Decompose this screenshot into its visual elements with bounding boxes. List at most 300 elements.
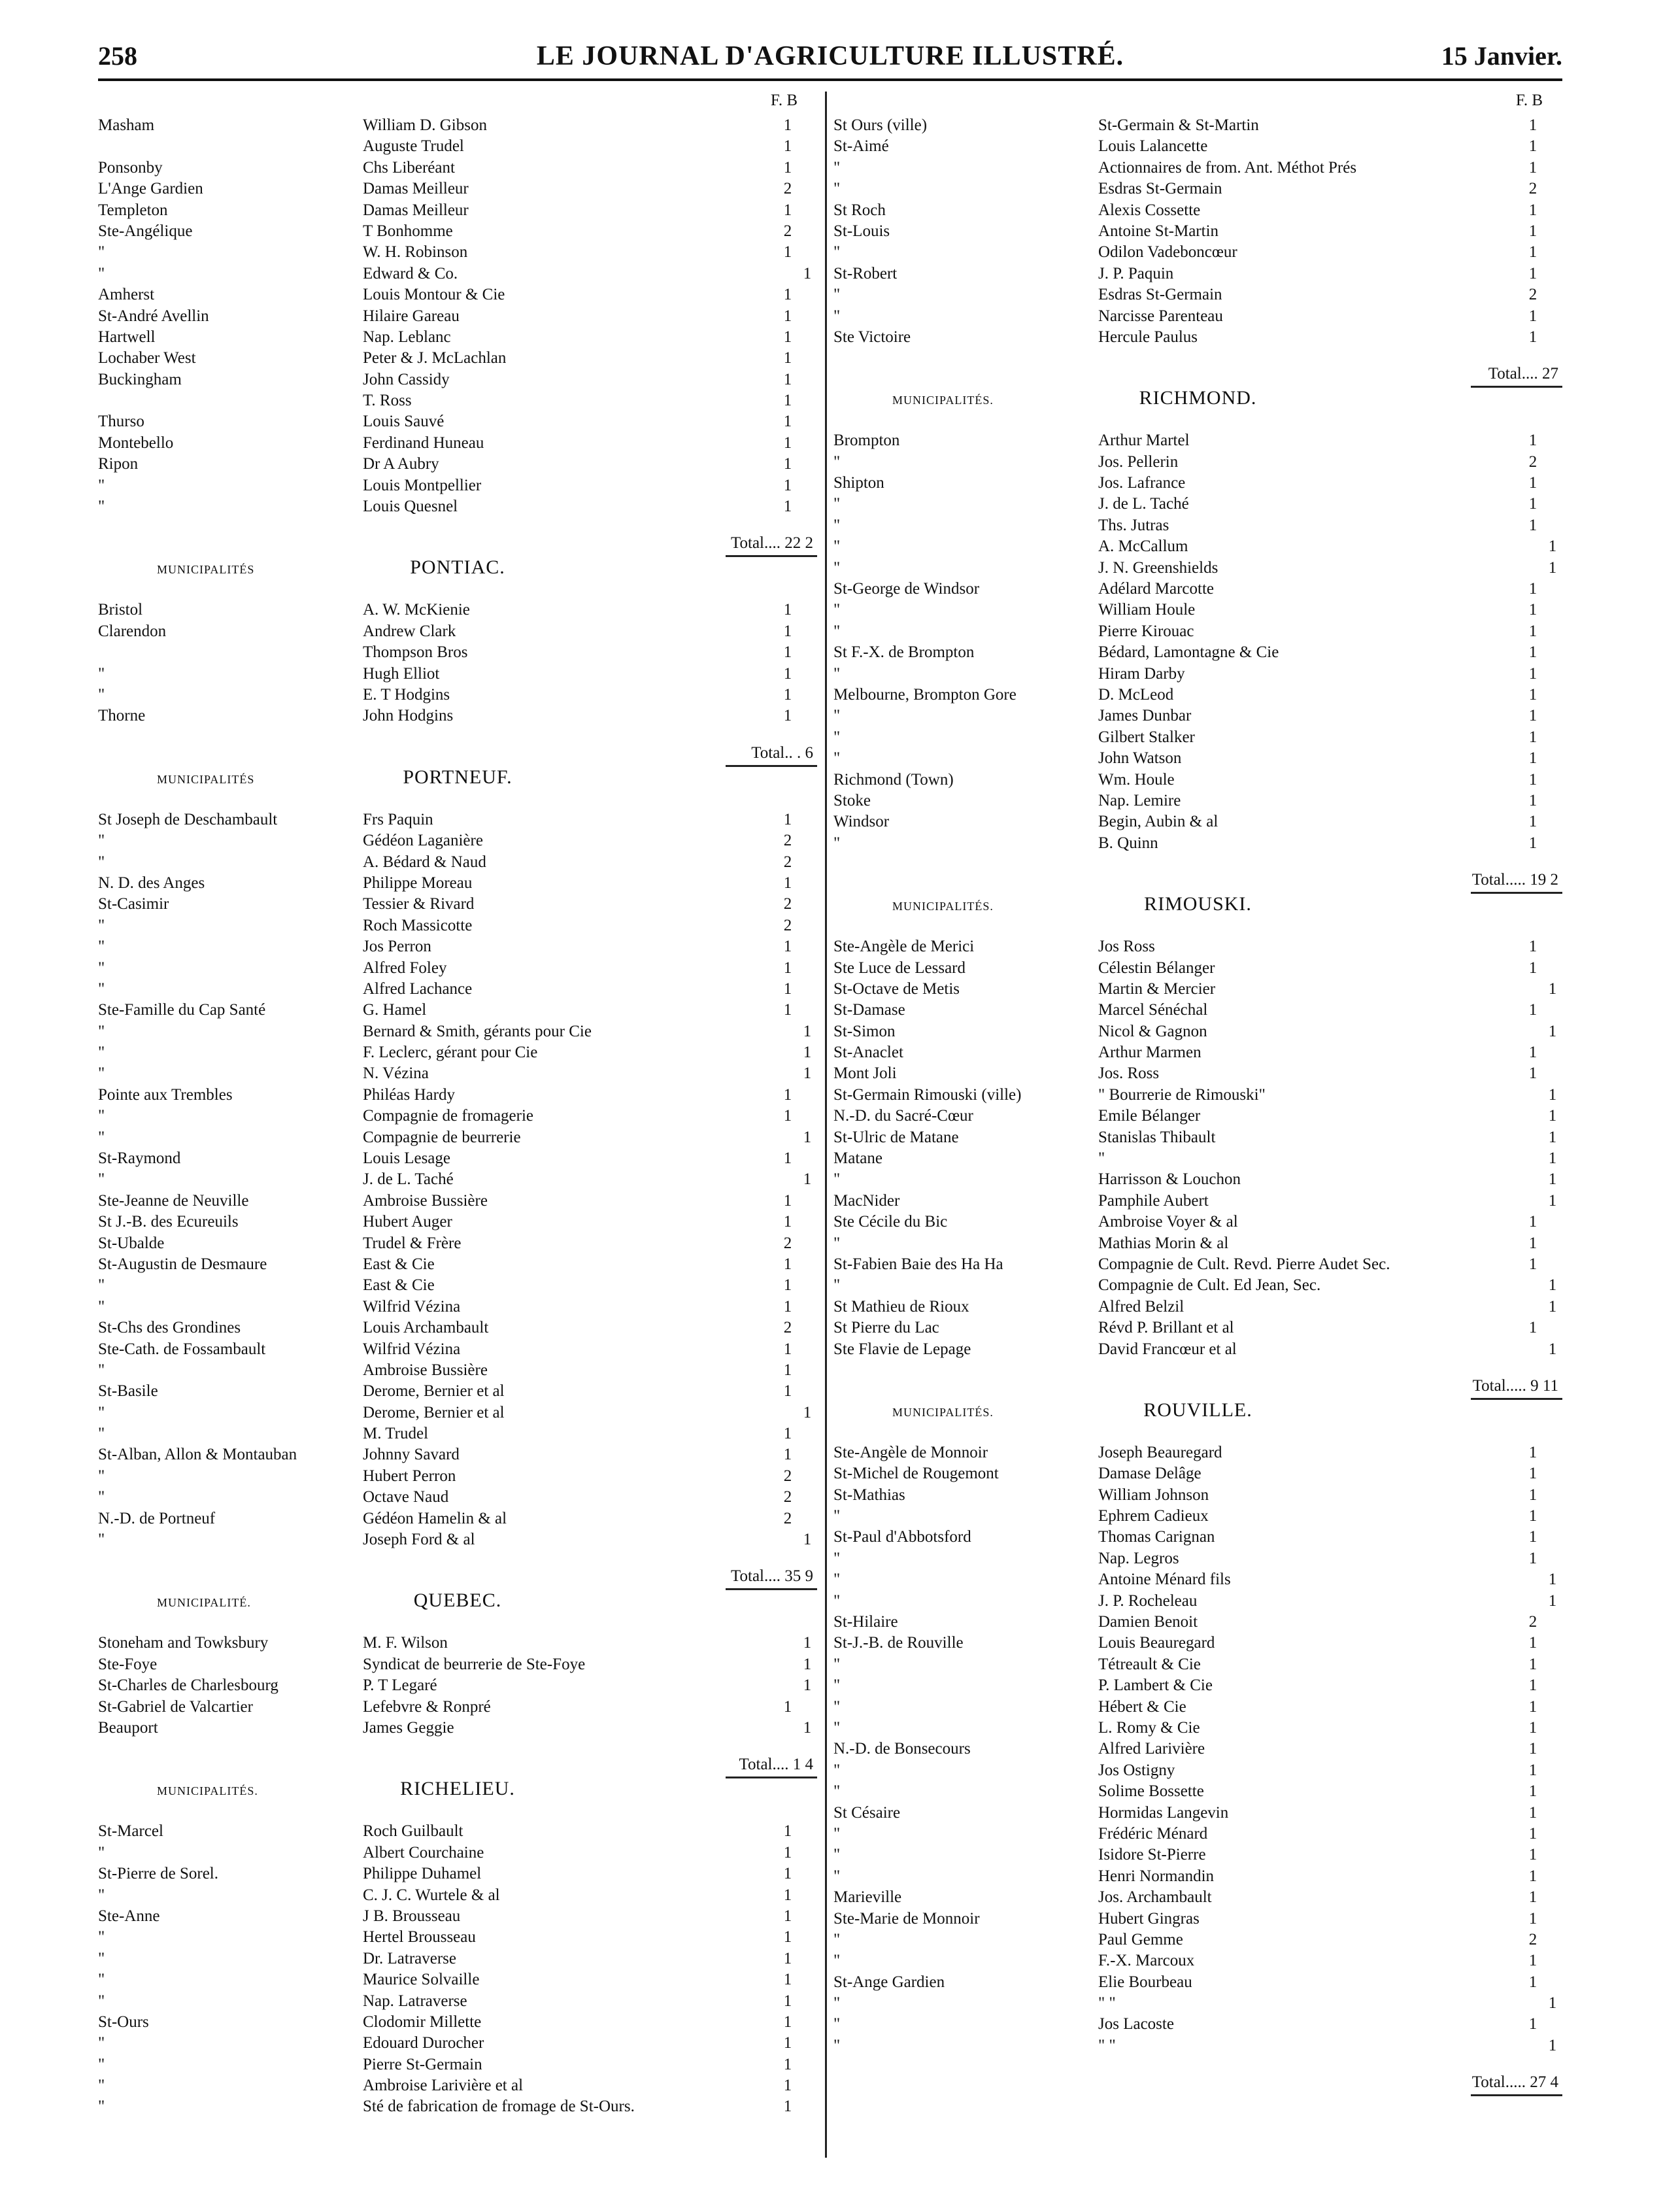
table-row: [833, 790, 1562, 811]
b-count-cell: 1: [1548, 1340, 1557, 1358]
b-count-cell: 1: [1548, 979, 1557, 998]
municipality-cell: ": [98, 243, 105, 262]
b-count-cell: 1: [1548, 2036, 1557, 2054]
table-row: [833, 1993, 1562, 2014]
name-cell: Nap. Legros: [1098, 1549, 1179, 1567]
f-count-cell: 1: [1528, 264, 1537, 282]
name-cell: P. T Legaré: [363, 1676, 437, 1695]
section-total: [833, 361, 1562, 387]
name-cell: Jos Lacoste: [1098, 2015, 1174, 2033]
municipality-cell: ": [833, 601, 841, 619]
b-count-cell: [798, 1085, 817, 1106]
municipality-cell: ": [833, 1867, 841, 1885]
name-cell: B. Quinn: [1098, 834, 1158, 852]
b-count-cell: [1543, 1318, 1562, 1338]
name-cell: Jos Ostigny: [1098, 1761, 1175, 1779]
name-cell: Frs Paquin: [363, 810, 433, 828]
municipality-cell: ": [833, 1276, 841, 1295]
b-count-cell: [1543, 430, 1562, 451]
municipality-cell: ": [833, 1761, 841, 1779]
b-count-cell: [1543, 1824, 1562, 1844]
total-label: Total.... 1 4: [739, 1756, 813, 1774]
b-count-cell: [1543, 1972, 1562, 1993]
f-count-cell: [778, 264, 798, 284]
table-row: [98, 1254, 817, 1275]
f-count-cell: [1523, 1191, 1543, 1212]
name-cell: East & Cie: [363, 1276, 435, 1295]
f-count-cell: 1: [1528, 1064, 1537, 1083]
b-count-cell: [798, 830, 817, 851]
total-label: Total.... 27: [1488, 365, 1558, 383]
table-row: [98, 1444, 817, 1465]
b-count-cell: [1543, 200, 1562, 221]
table-row: [833, 1148, 1562, 1169]
f-count-cell: 1: [783, 622, 792, 640]
b-count-cell: 1: [803, 1403, 812, 1421]
municipality-cell: ": [98, 1403, 105, 1421]
b-count-cell: 1: [803, 1676, 812, 1695]
b-count-cell: [1543, 958, 1562, 979]
f-count-cell: 1: [783, 1992, 792, 2010]
table-row: [833, 1760, 1562, 1781]
name-cell: Alexis Cossette: [1098, 201, 1201, 219]
b-count-cell: [1543, 264, 1562, 284]
table-row: [833, 936, 1562, 957]
table-row: [98, 1927, 817, 1948]
f-count-cell: 1: [783, 1425, 792, 1443]
municipalites-label: MUNICIPALITÉS.: [157, 1784, 258, 1798]
b-count-cell: [1543, 664, 1562, 685]
b-count-cell: [798, 1948, 817, 1969]
table-row: [833, 770, 1562, 790]
b-count-cell: [798, 2012, 817, 2033]
f-count-cell: 1: [783, 1886, 792, 1904]
table-row: [98, 1339, 817, 1360]
name-cell: J B. Brousseau: [363, 1907, 461, 1925]
b-count-cell: [798, 1487, 817, 1508]
f-count-cell: 1: [1528, 601, 1537, 619]
journal-title: LE JOURNAL D'AGRICULTURE ILLUSTRÉ.: [536, 41, 1124, 71]
b-count-cell: [1543, 1866, 1562, 1887]
f-count-cell: 1: [783, 413, 792, 431]
name-cell: " ": [1098, 1994, 1116, 2013]
f-count-cell: 1: [1528, 1973, 1537, 1991]
table-row: [98, 1529, 817, 1550]
table-row: [98, 685, 817, 706]
f-count-cell: [1523, 1106, 1543, 1127]
table-row: [833, 1591, 1562, 1612]
municipality-cell: ": [98, 1488, 105, 1506]
name-cell: William D. Gibson: [363, 116, 487, 134]
table-row: [98, 454, 817, 475]
f-count-cell: 1: [1528, 116, 1537, 134]
table-row: [98, 1821, 817, 1842]
b-count-cell: [798, 433, 817, 454]
municipality-cell: ": [833, 707, 841, 725]
municipality-cell: St Mathieu de Rioux: [833, 1297, 969, 1316]
table-row: [833, 1824, 1562, 1844]
b-count-cell: [1543, 1803, 1562, 1824]
b-count-cell: [1543, 1548, 1562, 1569]
b-count-cell: [1543, 600, 1562, 620]
b-count-cell: [798, 1821, 817, 1842]
f-count-cell: [1523, 979, 1543, 1000]
name-cell: Isidore St-Pierre: [1098, 1846, 1206, 1864]
f-count-cell: 1: [783, 664, 792, 683]
table-row: [833, 1254, 1562, 1275]
municipality-cell: ": [98, 1928, 105, 1946]
name-cell: Edouard Durocher: [363, 2034, 484, 2052]
table-row: [833, 430, 1562, 451]
b-count-cell: [798, 2054, 817, 2075]
table-row: [98, 496, 817, 517]
name-cell: Wm. Houle: [1098, 770, 1175, 789]
table-row: [98, 642, 817, 663]
b-count-cell: [1543, 706, 1562, 726]
b-count-cell: [798, 327, 817, 348]
table-row: [98, 348, 817, 369]
f-count-cell: 1: [783, 1697, 792, 1716]
b-count-cell: [798, 2096, 817, 2117]
f-count-cell: 1: [783, 201, 792, 219]
f-count-cell: 1: [783, 643, 792, 662]
municipality-cell: St-Louis: [833, 222, 890, 240]
f-count-cell: [778, 1042, 798, 1063]
f-count-cell: 1: [1528, 791, 1537, 809]
f-count-cell: 2: [783, 222, 792, 240]
name-cell: Pierre St-Germain: [363, 2055, 482, 2073]
b-count-cell: [798, 1508, 817, 1529]
municipality-cell: L'Ange Gardien: [98, 180, 203, 198]
b-count-cell: 1: [803, 1044, 812, 1062]
table-row: [98, 1906, 817, 1927]
table-row: [833, 685, 1562, 706]
name-cell: Ambroise Bussière: [363, 1361, 488, 1379]
b-count-cell: [1543, 1042, 1562, 1063]
name-cell: Ths. Jutras: [1098, 516, 1169, 534]
municipality-cell: Ste-Angélique: [98, 222, 193, 240]
table-row: [98, 306, 817, 327]
table-row: [833, 1697, 1562, 1718]
table-row: [98, 1275, 817, 1296]
f-count-cell: 2: [1528, 452, 1537, 471]
f-count-cell: 1: [1528, 328, 1537, 346]
table-row: [98, 873, 817, 894]
b-count-cell: [1543, 1254, 1562, 1275]
f-count-cell: 1: [783, 1907, 792, 1925]
section-total: [98, 1752, 817, 1778]
f-count-cell: 1: [1528, 1846, 1537, 1864]
municipality-cell: St-Robert: [833, 264, 898, 282]
name-cell: " Bourrerie de Rimouski": [1098, 1085, 1266, 1104]
table-row: [98, 475, 817, 496]
municipality-cell: Templeton: [98, 201, 168, 219]
municipality-cell: ": [833, 1719, 841, 1737]
name-cell: Edward & Co.: [363, 264, 458, 282]
name-cell: Nicol & Gagnon: [1098, 1022, 1207, 1040]
table-row: [833, 452, 1562, 473]
name-cell: G. Hamel: [363, 1001, 427, 1019]
municipality-cell: ": [98, 1992, 105, 2010]
name-cell: John Hodgins: [363, 707, 454, 725]
table-row: [833, 621, 1562, 642]
municipality-cell: Ste-Marie de Monnoir: [833, 1909, 980, 1928]
f-count-cell: 1: [783, 1297, 792, 1316]
b-count-cell: 1: [1548, 1591, 1557, 1610]
b-count-cell: [1543, 621, 1562, 642]
b-count-cell: [798, 1906, 817, 1927]
table-row: [98, 958, 817, 979]
name-cell: Compagnie de Cult. Revd. Pierre Audet Sec.: [1098, 1255, 1390, 1273]
table-row: [98, 1191, 817, 1212]
table-row: [833, 1063, 1562, 1084]
municipality-cell: St-Germain Rimouski (ville): [833, 1085, 1022, 1104]
total-label: Total..... 27 4: [1471, 2073, 1558, 2092]
municipality-cell: ": [833, 516, 841, 534]
page-number: 258: [98, 41, 137, 71]
b-count-cell: [798, 369, 817, 390]
table-row: [98, 2033, 817, 2054]
f-count-cell: 1: [1528, 1888, 1537, 1907]
name-cell: Trudel & Frère: [363, 1234, 462, 1252]
f-count-cell: 1: [1528, 959, 1537, 977]
name-cell: Hubert Gingras: [1098, 1909, 1200, 1928]
f-count-cell: 1: [1528, 834, 1537, 852]
table-row: [833, 1169, 1562, 1190]
municipality-cell: ": [833, 286, 841, 304]
b-count-cell: [1543, 306, 1562, 327]
name-cell: William Johnson: [1098, 1486, 1209, 1504]
table-row: [833, 1233, 1562, 1254]
b-count-cell: [798, 475, 817, 496]
municipality-cell: ": [98, 476, 105, 494]
b-count-cell: [1543, 811, 1562, 832]
municipality-cell: ": [98, 2077, 105, 2095]
name-cell: Andrew Clark: [363, 622, 456, 640]
table-row: [98, 1633, 817, 1654]
municipality-cell: ": [98, 1064, 105, 1083]
table-row: [98, 1948, 817, 1969]
municipality-cell: ": [98, 685, 105, 704]
b-count-cell: [1543, 1633, 1562, 1654]
name-cell: " ": [1098, 2036, 1116, 2054]
name-cell: James Dunbar: [1098, 707, 1192, 725]
municipality-cell: St-Damase: [833, 1001, 905, 1019]
f-count-cell: 2: [783, 832, 792, 850]
name-cell: Pamphile Aubert: [1098, 1191, 1209, 1210]
b-count-cell: [798, 284, 817, 305]
municipality-cell: ": [833, 558, 841, 577]
table-row: [98, 1106, 817, 1127]
table-row: [833, 664, 1562, 685]
b-count-cell: [1543, 1950, 1562, 1971]
b-count-cell: [1543, 1527, 1562, 1548]
b-count-cell: 1: [803, 1531, 812, 1549]
table-row: [833, 1548, 1562, 1569]
name-cell: Esdras St-Germain: [1098, 286, 1222, 304]
name-cell: Gédéon Laganière: [363, 832, 483, 850]
municipality-cell: St-Octave de Metis: [833, 979, 960, 998]
f-count-cell: 1: [1528, 938, 1537, 956]
b-count-cell: [1543, 494, 1562, 515]
f-count-cell: [1523, 1591, 1543, 1612]
name-cell: M. Trudel: [363, 1425, 429, 1443]
f-count-cell: 1: [1528, 201, 1537, 219]
name-cell: Harrisson & Louchon: [1098, 1170, 1241, 1189]
name-cell: Johnny Savard: [363, 1446, 460, 1464]
total-label: Total.. . 6: [751, 743, 813, 762]
municipality-cell: Masham: [98, 116, 155, 134]
b-count-cell: [1543, 936, 1562, 957]
b-count-cell: [798, 685, 817, 706]
f-count-cell: 1: [1528, 495, 1537, 513]
municipality-cell: Ripon: [98, 455, 139, 473]
f-count-cell: 1: [1528, 1782, 1537, 1801]
b-count-cell: [1543, 1844, 1562, 1865]
table-row: [98, 284, 817, 305]
b-count-cell: [798, 1927, 817, 1948]
b-count-cell: [798, 454, 817, 475]
b-count-cell: [1543, 790, 1562, 811]
f-count-cell: 1: [1528, 664, 1537, 683]
name-cell: J. P. Paquin: [1098, 264, 1174, 282]
name-cell: Frédéric Ménard: [1098, 1824, 1208, 1843]
f-count-cell: 2: [1528, 1930, 1537, 1948]
municipality-cell: ": [833, 1930, 841, 1948]
f-count-cell: 1: [783, 1340, 792, 1358]
table-row: [98, 1000, 817, 1021]
name-cell: Hugh Elliot: [363, 664, 440, 683]
f-count-cell: 1: [1528, 432, 1537, 450]
table-row: [98, 1654, 817, 1675]
table-row: [98, 200, 817, 221]
name-cell: Syndicat de beurrerie de Ste-Foye: [363, 1655, 586, 1673]
b-count-cell: 1: [803, 1022, 812, 1040]
table-row: [98, 221, 817, 242]
f-count-cell: 1: [783, 2055, 792, 2073]
f-count-cell: 2: [783, 895, 792, 913]
b-count-cell: [1543, 685, 1562, 706]
f-count-cell: 1: [783, 1191, 792, 1210]
f-count-cell: 1: [1528, 1719, 1537, 1737]
table-row: [98, 1042, 817, 1063]
f-count-cell: 1: [1528, 1319, 1537, 1337]
f-count-cell: 2: [1528, 180, 1537, 198]
municipality-cell: St-Raymond: [98, 1149, 181, 1168]
municipality-cell: [98, 390, 363, 411]
county-heading: [833, 387, 1562, 417]
section-total: [98, 1563, 817, 1590]
municipality-cell: Mont Joli: [833, 1064, 897, 1083]
municipality-cell: N.-D. du Sacré-Cœur: [833, 1107, 973, 1125]
f-count-cell: [1523, 558, 1543, 579]
f-count-cell: 1: [1528, 643, 1537, 662]
table-row: [98, 411, 817, 432]
b-count-cell: [798, 1991, 817, 2012]
table-row: [98, 600, 817, 620]
f-count-cell: [778, 1633, 798, 1654]
b-count-cell: [1543, 1781, 1562, 1802]
municipality-cell: ": [833, 243, 841, 262]
section-total: [98, 530, 817, 556]
b-count-cell: [1543, 515, 1562, 536]
municipality-cell: ": [98, 853, 105, 871]
municipality-cell: ": [98, 1128, 105, 1146]
b-count-cell: [798, 1381, 817, 1402]
table-row: [833, 1844, 1562, 1865]
b-count-cell: [798, 1148, 817, 1169]
f-count-cell: [1523, 1297, 1543, 1318]
table-row: [833, 242, 1562, 263]
f-count-cell: 1: [783, 137, 792, 156]
table-row: [833, 1021, 1562, 1042]
municipality-cell: St-Ubalde: [98, 1234, 165, 1252]
f-count-cell: 1: [783, 810, 792, 828]
f-count-cell: 1: [1528, 222, 1537, 240]
f-count-cell: 1: [783, 938, 792, 956]
b-count-cell: [1543, 221, 1562, 242]
name-cell: Hubert Perron: [363, 1467, 456, 1485]
name-cell: Antoine Ménard fils: [1098, 1571, 1231, 1589]
b-count-cell: [798, 936, 817, 957]
table-row: [833, 2014, 1562, 2035]
name-cell: Damas Meilleur: [363, 180, 469, 198]
name-cell: Philippe Duhamel: [363, 1865, 482, 1883]
name-cell: N. Vézina: [363, 1064, 429, 1083]
name-cell: A. W. McKienie: [363, 601, 470, 619]
municipality-cell: Bristol: [98, 601, 143, 619]
f-count-cell: 1: [1528, 813, 1537, 831]
name-cell: Bédard, Lamontagne & Cie: [1098, 643, 1279, 662]
name-cell: Maurice Solvaille: [363, 1971, 480, 1989]
b-count-cell: [798, 1423, 817, 1444]
table-row: [98, 1360, 817, 1381]
municipality-cell: ": [98, 2055, 105, 2073]
b-count-cell: [1543, 642, 1562, 663]
municipality-cell: Ste Luce de Lessard: [833, 959, 966, 977]
name-cell: Hilaire Gareau: [363, 307, 460, 325]
issue-date: 15 Janvier.: [1441, 41, 1562, 71]
name-cell: Octave Naud: [363, 1488, 449, 1506]
table-row: [833, 1718, 1562, 1739]
f-count-cell: 1: [783, 1865, 792, 1883]
b-count-cell: [1543, 284, 1562, 305]
total-label: Total..... 19 2: [1471, 871, 1558, 889]
county-name: RICHELIEU.: [400, 1778, 515, 1800]
municipalites-label: MUNICIPALITÉ.: [157, 1596, 251, 1610]
name-cell: Elie Bourbeau: [1098, 1973, 1192, 1991]
f-count-cell: 1: [783, 116, 792, 134]
table-row: [98, 1466, 817, 1487]
f-count-cell: 2: [1528, 286, 1537, 304]
f-count-cell: [778, 1718, 798, 1739]
b-count-cell: 1: [803, 1719, 812, 1737]
table-row: [98, 1487, 817, 1508]
name-cell: Hertel Brousseau: [363, 1928, 476, 1946]
name-cell: Hercule Paulus: [1098, 328, 1198, 346]
b-count-cell: 1: [1548, 1128, 1557, 1146]
total-label: Total.... 35 9: [730, 1567, 813, 1586]
municipalites-label: MUNICIPALITÉS: [157, 772, 255, 786]
b-count-cell: 1: [1548, 1571, 1557, 1589]
f-count-cell: [1523, 2035, 1543, 2056]
name-cell: Tétreault & Cie: [1098, 1655, 1201, 1673]
table-row: [98, 1127, 817, 1148]
b-count-cell: [798, 200, 817, 221]
name-cell: Sté de fabrication de fromage de St-Ours.: [363, 2098, 635, 2116]
b-count-cell: [798, 1466, 817, 1487]
table-row: [833, 811, 1562, 832]
